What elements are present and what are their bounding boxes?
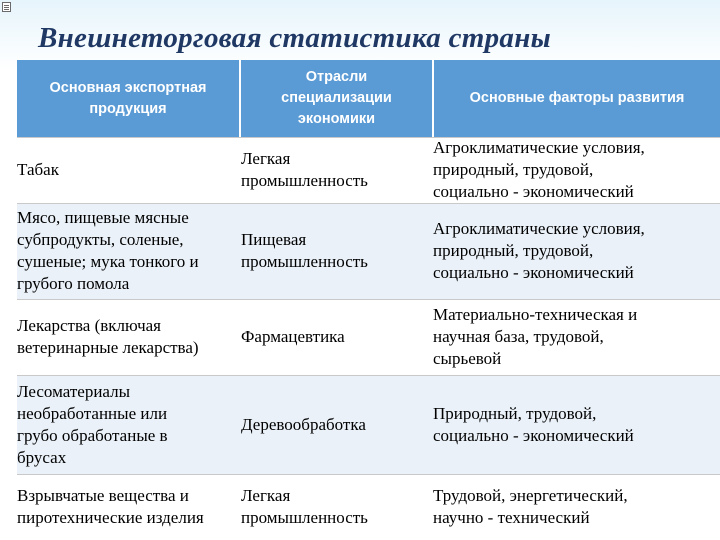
cell-product: Табак — [17, 160, 59, 179]
table-row — [17, 203, 720, 299]
table-row — [17, 375, 720, 474]
cell-factors: Агроклиматические условия, природный, трудовой, социально - экономический — [433, 138, 645, 201]
cell-factors: Природный, трудовой, социально - экономический — [433, 403, 634, 445]
document-icon — [2, 2, 11, 12]
table-row — [17, 474, 720, 540]
table-row — [17, 299, 720, 375]
cell-product: Взрывчатые вещества и пиротехнические изделия — [17, 486, 204, 527]
cell-industry: Фармацевтика — [241, 327, 345, 346]
slide-title: Внешнеторговая статистика страны — [38, 22, 552, 54]
cell-factors: Агроклиматические условия, природный, трудовой, социально - экономический — [433, 219, 645, 282]
cell-product: Мясо, пищевые мясные субпродукты, соленые, сушеные; мука тонкого и грубого помола — [17, 208, 199, 293]
cell-industry: Легкая промышленность — [241, 149, 368, 190]
table-row — [17, 137, 720, 203]
cell-industry: Пищевая промышленность — [241, 230, 368, 271]
header-export-products: Основная экспортная продукция — [17, 60, 239, 137]
cell-industry: Легкая промышленность — [241, 486, 368, 527]
cell-factors: Материально-техническая и научная база, трудовой, сырьевой — [433, 305, 638, 368]
cell-product: Лесоматериалы необработанные или грубо обработаные в брусах — [17, 381, 168, 467]
cell-factors: Трудовой, энергетический, научно - технический — [433, 486, 628, 527]
cell-product: Лекарства (включая ветеринарные лекарства) — [17, 316, 199, 357]
header-industries: Отрасли специализации экономики — [241, 60, 432, 137]
data-table — [17, 60, 720, 540]
header-development-factors: Основные факторы развития — [434, 60, 720, 137]
cell-industry: Деревообработка — [241, 414, 366, 434]
